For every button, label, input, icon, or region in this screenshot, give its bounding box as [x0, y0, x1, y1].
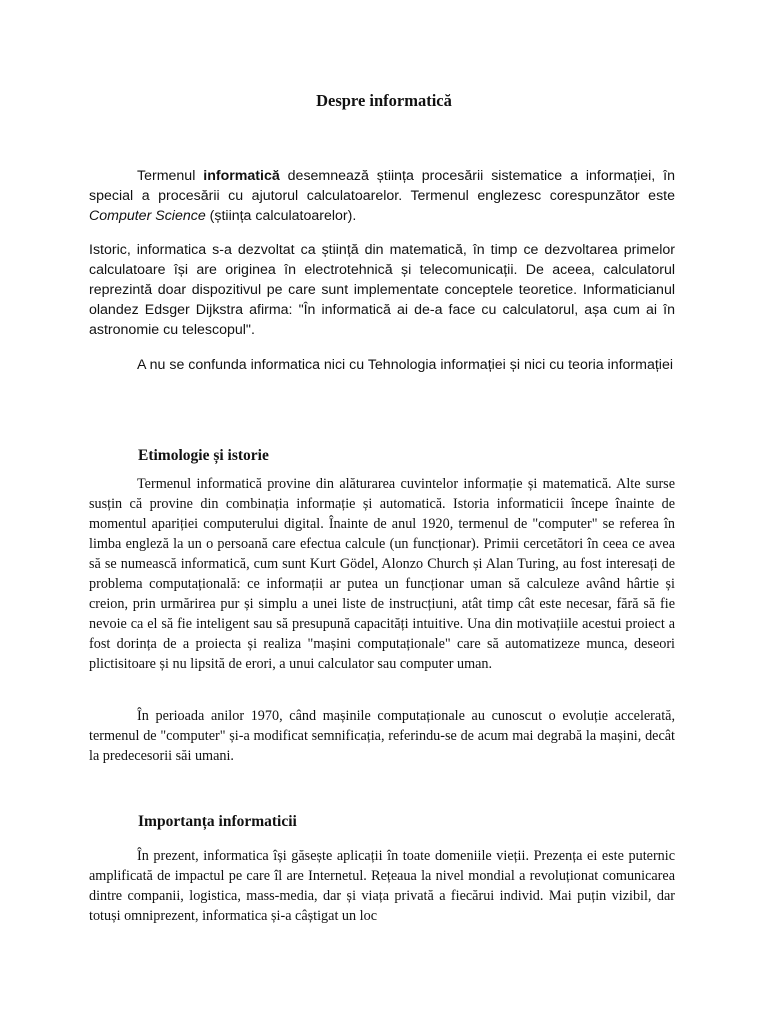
section1-paragraph-1: Termenul informatică provine din alăturarea cuvintelor informație și matematică. Alte surse susțin că provine din combinația informație și automatică. Istoria informaticii începe înainte de momentul apariției computerului digital. Înainte de anul 1920, termenul de "computer" se referea în limba engleză la un o persoană care efectua calcule (un funcționar). Primii cercetători în ceea ce avea să se numească informatică, cum sunt Kurt Gödel, Alonzo Church și Alan Turing, au fost interesați de problema computațională: ce informații ar putea un funcționar uman să calculeze având hârtie și creion, prin urmărirea pur și simplu a unei liste de instrucțiuni, atât timp cât este necesar, fără să fie nevoie ca el să fie inteligent sau să presupună capacități intuitive. Una din motivațiile acestui proiect a fost dorința de a proiecta și realiza "mașini computaționale" care să automatizeze munca, deseori plictisitoare și nu lipsită de erori, a unui calculator sau computer uman.: [89, 476, 675, 672]
intro-paragraph-1: [89, 166, 675, 226]
intro-p1-bold-term: informatică: [203, 168, 280, 184]
section-heading-importanta: Importanța informaticii: [138, 813, 297, 830]
intro-paragraph-2: Istoric, informatica s-a dezvoltat ca știință din matematică, în timp ce dezvoltarea primelor calculatoare își are originea în electrotehnică și telecomunicații. De aceea, calculatorul reprezintă doar dispozitivul pe care sunt implementate conceptele teoretice. Informaticianul olandez Edsger Dijkstra afirma: "În informatică ai de-a face cu calculatorul, așa cum ai în astronomie cu telescopul".: [89, 242, 675, 338]
intro-p1-italic-term: Computer Science: [89, 208, 206, 224]
intro-p1-text-end: (știința calculatoarelor).: [205, 208, 357, 224]
intro-p1-text-middle: desemnează știința procesării sistematice a informației, în special a procesării cu ajutorul calculatoarelor. Termenul englezesc corespunzător este: [89, 168, 675, 204]
section-heading-etimologie: Etimologie și istorie: [138, 447, 269, 464]
intro-p1-text-start: Termenul: [137, 168, 204, 184]
section1-paragraph-2: În perioada anilor 1970, când mașinile computaționale au cunoscut o evoluție accelerată, termenul de "computer" și-a modificat semnificația, referindu-se de acum mai degrabă la mașini, decât la predecesorii săi umani.: [89, 708, 675, 764]
document-title: Despre informatică: [316, 91, 452, 110]
section2-paragraph-1: În prezent, informatica își găsește aplicații în toate domeniile vieții. Prezența ei este puternic amplificată de impactul pe care îl are Internetul. Rețeaua la nivel mondial a revoluționat comunicarea dintre companii, logistica, mass-media, dar și viața privată a fiecărui individ. Mai puțin vizibil, dar totuși omniprezent, informatica și-a câștigat un loc: [89, 848, 675, 924]
intro-paragraph-3: A nu se confunda informatica nici cu Tehnologia informației și nici cu teoria informației: [137, 357, 673, 373]
